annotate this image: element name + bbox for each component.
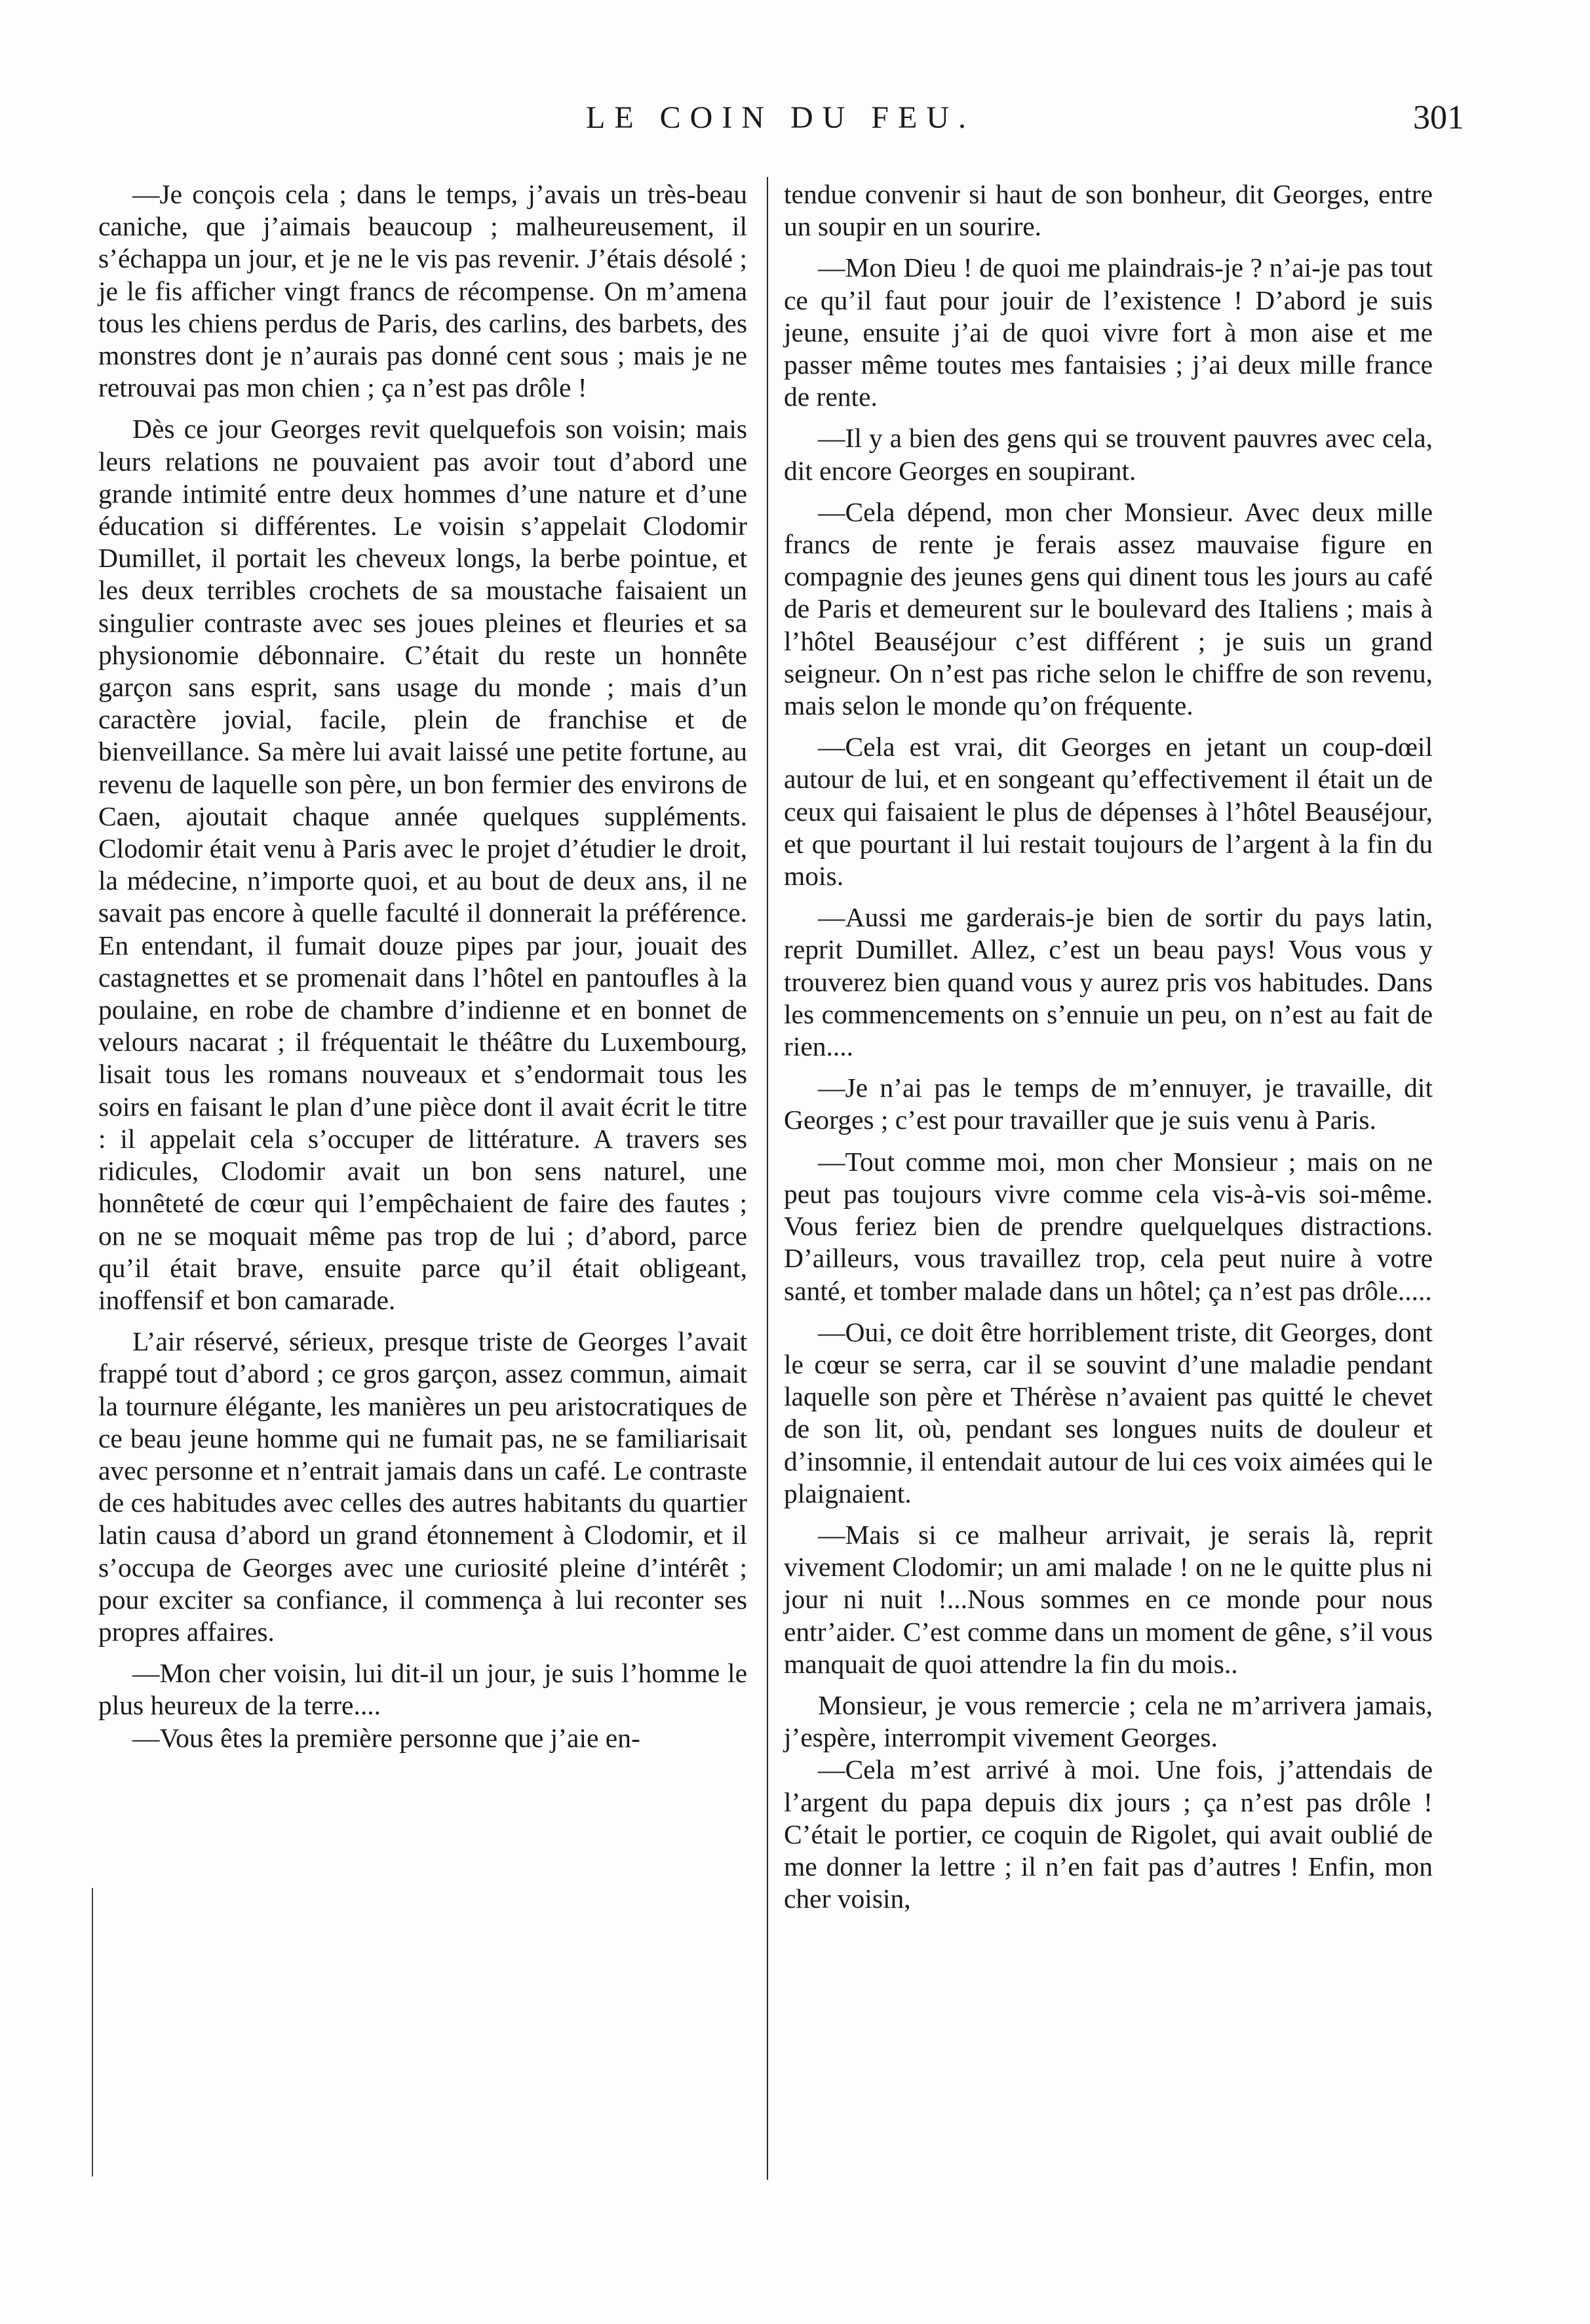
paragraph: —Aussi me garderais-je bien de sortir du pays latin, reprit Dumillet. Allez, c’est un beau pays! Vous vous y trouverez bien quand vous y aurez pris vos habitudes. Dans les commencements on s’ennuie un peu, on n’est au fait de rien.... <box>784 902 1433 1062</box>
paragraph: tendue convenir si haut de son bonheur, dit Georges, entre un soupir en un sourire. <box>784 179 1433 242</box>
page-number: 301 <box>1413 99 1464 136</box>
paragraph: —Il y a bien des gens qui se trouvent pauvres avec cela, dit encore Georges en soupirant. <box>784 423 1433 486</box>
paragraph: Monsieur, je vous remercie ; cela ne m’arrivera jamais, j’espère, interrompit vivement Georges. <box>784 1689 1433 1753</box>
paragraph: Dès ce jour Georges revit quelquefois son voisin; mais leurs relations ne pouvaient pas avoir tout d’abord une grande intimité entre deux hommes d’une nature et d’une éducation si différentes. Le voisin s’appelait Clodomir Dumillet, il portait les cheveux longs, la berbe pointue, et les deux terribles crochets de sa moustache faisaient un singulier contraste avec ses joues pleines et fleuries et sa physionomie débonnaire. C’était du reste un honnête garçon sans esprit, sans usage du monde ; mais d’un caractère jovial, facile, plein de franchise et de bienveillance. Sa mère lui avait laissé une petite fortune, au revenu de laquelle son père, un bon fermier des environs de Caen, ajoutait chaque année quelques suppléments. Clodomir était venu à Paris avec le projet d’étudier le droit, la médecine, n’importe quoi, et au bout de deux ans, il ne savait pas encore à quelle faculté il donnerait la préférence. En entendant, il fumait douze pipes par jour, jouait des castagnettes et se promenait dans l’hôtel en pantoufles à la poulaine, en robe de chambre d’indienne et en bonnet de velours nacarat ; il fréquentait le théâtre du Luxembourg, lisait tous les romans nouveaux et s’endormait tous les soirs en faisant le plan d’une pièce dont il avait écrit le titre : il appelait cela s’occuper de littérature. A travers ses ridicules, Clodomir avait un bon sens naturel, une honnêteté de cœur qui l’empêchaient de faire des fautes ; on ne se moquait même pas trop de lui ; d’abord, parce qu’il était brave, ensuite parce qu’il était obligeant, inoffensif et bon camarade. <box>98 414 747 1315</box>
page-header <box>97 98 1464 151</box>
paragraph: —Cela est vrai, dit Georges en jetant un coup-dœil autour de lui, et en songeant qu’effectivement il était un de ceux qui faisaient le plus de dépenses à l’hôtel Beauséjour, et que pourtant il lui restait toujours de l’argent à la fin du mois. <box>784 732 1433 892</box>
paragraph: —Mais si ce malheur arrivait, je serais là, reprit vivement Clodomir; un ami malade ! on ne le quitte plus ni jour ni nuit !...Nous sommes en ce monde pour nous entr’aider. C’est comme dans un moment de gêne, s’il vous manquait de quoi attendre la fin du mois.. <box>784 1519 1433 1679</box>
paragraph: —Cela dépend, mon cher Monsieur. Avec deux mille francs de rente je ferais assez mauvaise figure en compagnie des jeunes gens qui dinent tous les jours au café de Paris et demeurent sur le boulevard des Italiens ; mais à l’hôtel Beauséjour c’est différent ; je suis un grand seigneur. On n’est pas riche selon le chiffre de son revenu, mais selon le monde qu’on fréquente. <box>784 496 1433 721</box>
running-head: LE COIN DU FEU. <box>586 100 975 135</box>
paragraph: —Mon Dieu ! de quoi me plaindrais-je ? n’ai-je pas tout ce qu’il faut pour jouir de l’existence ! D’abord je suis jeune, ensuite j’ai de quoi vivre fort à mon aise et me passer même toutes mes fantaisies ; j’ai deux mille france de rente. <box>784 252 1433 412</box>
paragraph: —Vous êtes la première personne que j’aie en- <box>132 1722 640 1753</box>
paragraph: L’air réservé, sérieux, presque triste de Georges l’avait frappé tout d’abord ; ce gros garçon, assez commun, aimait la tournure élégante, les manières un peu aristocratiques de ce beau jeune homme qui ne fumait pas, ne se familiarisait avec personne et n’entrait jamais dans un café. Le contraste de ces habitudes avec celles des autres habitants du quartier latin causa d’abord un grand étonnement à Clodomir, et il s’occupa de Georges avec une curiosité pleine d’intérêt ; pour exciter sa confiance, il commença à lui reconter ses propres affaires. <box>98 1326 747 1647</box>
paragraph: —Je n’ai pas le temps de m’ennuyer, je travaille, dit Georges ; c’est pour travailler que je suis venu à Paris. <box>784 1073 1433 1135</box>
margin-mark <box>92 1888 93 2176</box>
left-column <box>98 178 747 1754</box>
column-divider <box>767 177 768 2180</box>
right-column <box>784 178 1433 1915</box>
paragraph: —Je conçois cela ; dans le temps, j’avais un très-beau caniche, que j’aimais beaucoup ; malheureusement, il s’échappa un jour, et je ne le vis pas revenir. J’étais désolé ; je le fis afficher vingt francs de récompense. On m’amena tous les chiens perdus de Paris, des carlins, des barbets, des monstres dont je n’aurais pas donné cent sous ; mais je ne retrouvai pas mon chien ; ça n’est pas drôle ! <box>98 179 747 403</box>
paragraph: —Oui, ce doit être horriblement triste, dit Georges, dont le cœur se serra, car il se souvint d’une maladie pendant laquelle son père et Thérèse n’avaient pas quitté le chevet de son lit, où, pendant ses longues nuits de douleur et d’insomnie, il entendait autour de lui ces voix aimées qui le plaignaient. <box>784 1316 1433 1508</box>
paragraph: —Tout comme moi, mon cher Monsieur ; mais on ne peut pas toujours vivre comme cela vis-à-vis soi-même. Vous feriez bien de prendre quelquelques distractions. D’ailleurs, vous travaillez trop, cela peut nuire à votre santé, et tomber malade dans un hôtel; ça n’est pas drôle..... <box>784 1146 1433 1306</box>
paragraph: —Mon cher voisin, lui dit-il un jour, je suis l’homme le plus heureux de la terre.... <box>98 1658 747 1721</box>
paragraph: —Cela m’est arrivé à moi. Une fois, j’attendais de l’argent du papa depuis dix jours ; ça n’est pas drôle ! C’était le portier, ce coquin de Rigolet, qui avait oublié de me donner la lettre ; il n’en fait pas d’autres ! Enfin, mon cher voisin, <box>784 1754 1433 1914</box>
